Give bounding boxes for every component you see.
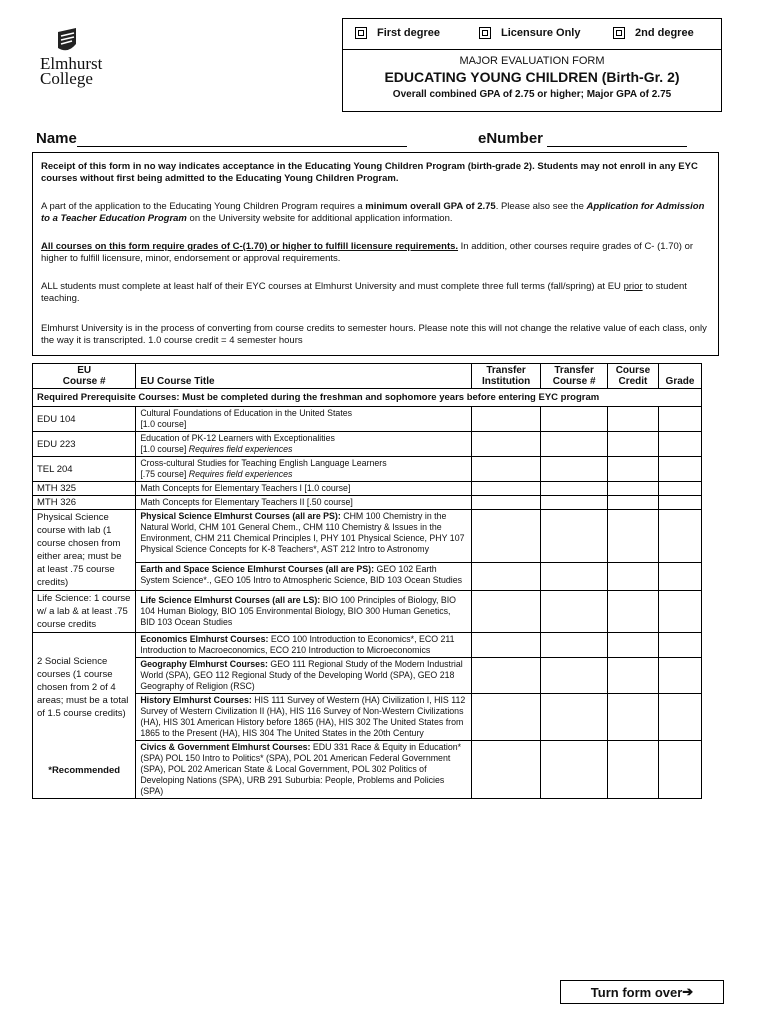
table-row xyxy=(33,510,702,563)
transfer-course-cell[interactable] xyxy=(541,432,607,457)
course-title: Math Concepts for Elementary Teachers II [.50 course] xyxy=(136,496,472,510)
table-row xyxy=(33,496,702,510)
name-field[interactable]: Name xyxy=(36,130,407,147)
social-science-requirement: 2 Social Science courses (1 course chosen from 2 of 4 areas; must be a total of 1.5 course credits) *Recommended xyxy=(33,633,136,799)
grade-cell[interactable] xyxy=(659,633,702,658)
table-row xyxy=(33,432,702,457)
transfer-course-cell[interactable] xyxy=(541,457,607,482)
course-code: MTH 326 xyxy=(33,496,136,510)
course-code: MTH 325 xyxy=(33,482,136,496)
course-code: TEL 204 xyxy=(33,457,136,482)
grade-cell[interactable] xyxy=(659,482,702,496)
life-science-courses: Life Science Elmhurst Courses (all are LS): BIO 100 Principles of Biology, BIO 104 Human Biology, BIO 105 Environmental Biology, BIO 300 Human Genetics, BID 103 Ocean Studies xyxy=(136,591,472,633)
gpa-notice: A part of the application to the Educating Young Children Program requires a minimum overall GPA of 2.75. Please also see the Application for Admission to a Teacher Education Program on the University website for additional application information. xyxy=(41,201,705,224)
transfer-institution-cell[interactable] xyxy=(471,562,541,590)
grade-notice: All courses on this form require grades of C-(1.70) or higher to fulfill licensure requirements. In addition, other courses require grades of C- (1.70) or higher to fulfill licensure, minor, endorsement or approval requirements. xyxy=(41,241,694,264)
credit-cell[interactable] xyxy=(607,658,658,694)
table-row xyxy=(33,633,702,658)
grade-cell[interactable] xyxy=(659,658,702,694)
geography-courses: Geography Elmhurst Courses: GEO 111 Regional Study of the Modern Industrial World (SPA), GEO 112 Regional Study of the Developing World (SPA), GEO 218 Geography of Religion (RSC) xyxy=(136,658,472,694)
course-title: Math Concepts for Elementary Teachers I [1.0 course] xyxy=(136,482,472,496)
table-row xyxy=(33,457,702,482)
transfer-institution-cell[interactable] xyxy=(471,741,541,799)
form-header xyxy=(342,18,722,112)
grade-cell[interactable] xyxy=(659,562,702,590)
turn-form-over-note: Turn form over ➔ xyxy=(560,980,724,1004)
transfer-institution-cell[interactable] xyxy=(471,633,541,658)
transfer-course-cell[interactable] xyxy=(541,496,607,510)
header-transfer-course: Transfer Course # xyxy=(541,364,607,389)
grade-cell[interactable] xyxy=(659,591,702,633)
gpa-requirement: Overall combined GPA of 2.75 or higher; Major GPA of 2.75 xyxy=(392,89,672,100)
credit-cell[interactable] xyxy=(607,407,658,432)
credit-cell[interactable] xyxy=(607,432,658,457)
table-header-row xyxy=(33,364,702,389)
credit-cell[interactable] xyxy=(607,741,658,799)
first-degree-checkbox[interactable]: First degree xyxy=(355,27,440,39)
credit-cell[interactable] xyxy=(607,694,658,741)
college-logo xyxy=(36,28,126,94)
licensure-only-checkbox[interactable]: Licensure Only xyxy=(479,27,580,39)
degree-checkboxes xyxy=(343,19,721,50)
grade-cell[interactable] xyxy=(659,741,702,799)
life-science-requirement: Life Science: 1 course w/ a lab & at least .75 course credits xyxy=(33,591,136,633)
physical-science-requirement: Physical Science course with lab (1 course chosen from either area; must be at least .75 course credits) xyxy=(33,510,136,591)
header-transfer-institution: Transfer Institution xyxy=(471,364,541,389)
residency-notice: ALL students must complete at least half of their EYC courses at Elmhurst University and must complete three full terms (fall/spring) at EU prior to student teaching. xyxy=(41,281,687,304)
course-code: EDU 104 xyxy=(33,407,136,432)
second-degree-checkbox[interactable]: 2nd degree xyxy=(613,27,694,39)
transfer-institution-cell[interactable] xyxy=(471,432,541,457)
instructions-box xyxy=(32,152,719,356)
course-title: Cross-cultural Studies for Teaching English Language Learners [.75 course] Requires field experiences xyxy=(136,457,472,482)
receipt-notice: Receipt of this form in no way indicates acceptance in the Educating Young Children Program (birth-grade 2). Students may not enroll in any EYC courses without first being admitted to the Educating Young Children Program. xyxy=(41,161,698,184)
course-title: Cultural Foundations of Education in the United States [1.0 course] xyxy=(136,407,472,432)
header-course-title: EU Course Title xyxy=(136,364,472,389)
transfer-course-cell[interactable] xyxy=(541,633,607,658)
economics-courses: Economics Elmhurst Courses: ECO 100 Introduction to Economics*, ECO 211 Introduction to Macroeconomics, ECO 210 Introduction to Microeconomics xyxy=(136,633,472,658)
transfer-institution-cell[interactable] xyxy=(471,694,541,741)
transfer-institution-cell[interactable] xyxy=(471,658,541,694)
section-row xyxy=(33,389,702,407)
history-courses: History Elmhurst Courses: HIS 111 Survey of Western (HA) Civilization I, HIS 112 Survey of Western Civilization II (HA), HIS 116 Survey of Non-Western Civilizations (HA), HIS 301 American History before 1865 (HA), HIS 302 The United States from 1865 to the Present (HA), HIS 304 The United States in the 20th Century xyxy=(136,694,472,741)
transfer-institution-cell[interactable] xyxy=(471,457,541,482)
course-table xyxy=(32,363,702,799)
transfer-institution-cell[interactable] xyxy=(471,407,541,432)
credit-cell[interactable] xyxy=(607,591,658,633)
credit-cell[interactable] xyxy=(607,633,658,658)
form-type: MAJOR EVALUATION FORM xyxy=(459,55,605,67)
grade-cell[interactable] xyxy=(659,432,702,457)
form-title: EDUCATING YOUNG CHILDREN (Birth-Gr. 2) xyxy=(384,69,680,85)
table-row xyxy=(33,407,702,432)
grade-cell[interactable] xyxy=(659,694,702,741)
transfer-course-cell[interactable] xyxy=(541,658,607,694)
enumber-field[interactable]: eNumber xyxy=(478,130,687,147)
transfer-course-cell[interactable] xyxy=(541,741,607,799)
recommended-note: *Recommended xyxy=(48,764,121,776)
transfer-institution-cell[interactable] xyxy=(471,510,541,563)
credit-cell[interactable] xyxy=(607,510,658,563)
shield-logo-icon xyxy=(56,28,80,54)
grade-cell[interactable] xyxy=(659,496,702,510)
transfer-course-cell[interactable] xyxy=(541,562,607,590)
transfer-institution-cell[interactable] xyxy=(471,591,541,633)
transfer-course-cell[interactable] xyxy=(541,591,607,633)
grade-cell[interactable] xyxy=(659,457,702,482)
course-code: EDU 223 xyxy=(33,432,136,457)
transfer-course-cell[interactable] xyxy=(541,407,607,432)
credit-cell[interactable] xyxy=(607,496,658,510)
credit-cell[interactable] xyxy=(607,457,658,482)
civics-courses: Civics & Government Elmhurst Courses: EDU 331 Race & Equity in Education* (SPA) POL 150 Intro to Politics* (SPA), POL 201 American Federal Government (SPA), POL 202 American State & Local Government, POL 302 Politics of Developing Nations (SPA), URB 291 Suburbia: People, Problems and Policies (SPA) xyxy=(136,741,472,799)
header-course-credit: Course Credit xyxy=(607,364,658,389)
physical-science-courses: Physical Science Elmhurst Courses (all are PS): CHM 100 Chemistry in the Natural World, CHM 101 General Chem., CHM 110 Chemistry & Issues in the Environment, CHM 211 Chemical Principles I, PHY 101 Physical Science, PHY 107 Physical Science Concepts for K-8 Teachers*, AST 212 Intro to Astronomy xyxy=(136,510,472,563)
credit-conversion-notice: Elmhurst University is in the process of converting from course credits to semester hours. Please note this will not change the relative value of each class, only the way it is transcripted. 1.0 course credit = 4 semester hours xyxy=(41,323,707,346)
transfer-course-cell[interactable] xyxy=(541,482,607,496)
credit-cell[interactable] xyxy=(607,482,658,496)
transfer-institution-cell[interactable] xyxy=(471,496,541,510)
earth-space-courses: Earth and Space Science Elmhurst Courses (all are PS): GEO 102 Earth System Science*., GEO 105 Intro to Atmospheric Science, BID 103 Ocean Studies xyxy=(136,562,472,590)
section-prerequisites: Required Prerequisite Courses: Must be completed during the freshman and sophomore years before entering EYC program xyxy=(33,389,702,407)
transfer-institution-cell[interactable] xyxy=(471,482,541,496)
table-row xyxy=(33,482,702,496)
logo-text: Elmhurst College xyxy=(40,54,103,88)
credit-cell[interactable] xyxy=(607,562,658,590)
grade-cell[interactable] xyxy=(659,407,702,432)
grade-cell[interactable] xyxy=(659,510,702,563)
arrow-right-icon: ➔ xyxy=(682,984,694,999)
transfer-course-cell[interactable] xyxy=(541,510,607,563)
transfer-course-cell[interactable] xyxy=(541,694,607,741)
table-row xyxy=(33,591,702,633)
header-grade: Grade xyxy=(659,364,702,389)
header-eu-course: EU Course # xyxy=(33,364,136,389)
course-title: Education of PK-12 Learners with Exceptionalities [1.0 course] Requires field experiences xyxy=(136,432,472,457)
